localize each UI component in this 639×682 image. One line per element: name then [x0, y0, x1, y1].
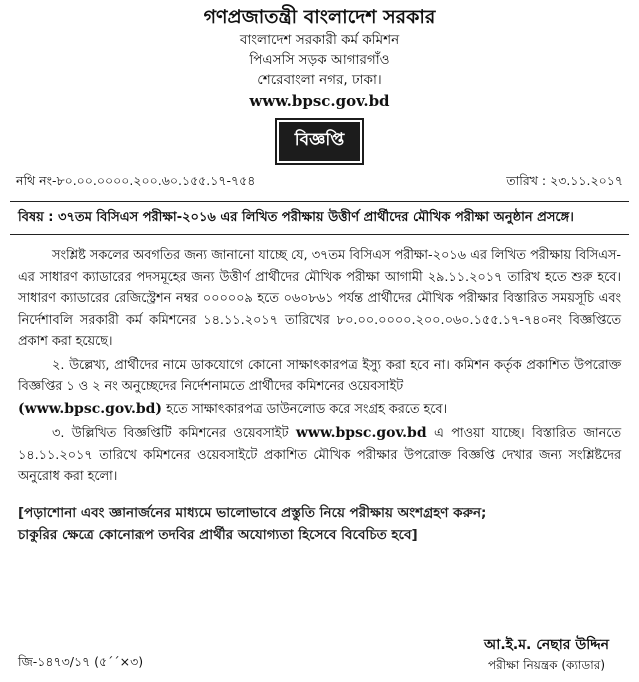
commission-name: বাংলাদেশ সরকারী কর্ম কমিশন [239, 32, 400, 48]
government-title: গণপ্রজাতন্ত্রী বাংলাদেশ সরকার [203, 6, 436, 28]
paragraph-3-tail: এ পাওয়া যাচ্ছে। বিস্তারিত জানতে ১৪.১১.২০১৭ তারিখে কমিশনের ওয়েবসাইটে প্রকাশিত মৌখিক পরীক্ষার উপরোক্ত বিজ্ঞপ্তি দেখার জন্য সংশ্লিষ্টদের অনুরোধ করা হলো। [18, 426, 621, 484]
paragraph-3-text: ৩. উল্লিখিত বিজ্ঞপ্তিটি কমিশনের ওয়েবসাইট [52, 426, 296, 441]
signatory-designation: পরীক্ষা নিয়ন্ত্রক (ক্যাডার) [487, 658, 606, 672]
ad-code: জি-১৪৭৩/১৭ (৫´´×৩) [18, 654, 144, 669]
notice-date: তারিখ : ২৩.১১.২০১৭ [506, 173, 623, 188]
letterhead [10, 4, 629, 112]
paragraph-2-tail: হতে সাক্ষাৎকারপত্র ডাউনলোড করে সংগ্রহ করতে হবে। [162, 401, 448, 417]
signatory-name: আ.ই.ম. নেছার উদ্দিন [484, 637, 609, 653]
divider-top [10, 201, 629, 202]
divider-subject [10, 234, 629, 235]
subject-line: বিষয় : ৩৭তম বিসিএস পরীক্ষা-২০১৬ এর লিখিত পরীক্ষায় উত্তীর্ণ প্রার্থীদের মৌখিক পরীক্ষা অনুষ্ঠান প্রসঙ্গে। [18, 210, 574, 225]
memo-number: নথি নং-৮০.০০.০০০০.২০০.৬০.১৫৫.১৭-৭৫৪ [16, 173, 256, 188]
city-line: শেরেবাংলা নগর, ঢাকা। [257, 72, 382, 88]
paragraph-2-text: ২. উল্লেখ্য, প্রার্থীদের নামে ডাকযোগে কোনো সাক্ষাৎকারপত্র ইস্যু করা হবে না। কমিশন কর্তৃক প্রকাশিত উপরোক্ত বিজ্ঞপ্তির ১ ও ২ নং অনুচ্ছেদের নির্দেশনামতে প্রার্থীদের কমিশনের ওয়েবসাইট [18, 357, 621, 394]
header-website: www.bpsc.gov.bd [249, 92, 390, 110]
notice-page [0, 4, 639, 682]
paragraph-2 [18, 355, 621, 421]
paragraph-1: সংশ্লিষ্ট সকলের অবগতির জন্য জানানো যাচ্ছে যে, ৩৭তম বিসিএস পরীক্ষা-২০১৬ এর লিখিত পরীক্ষায় বিসিএস-এর সাধারণ ক্যাডারের পদসমূহের জন্য উত্তীর্ণ প্রার্থীদের মৌখিক পরীক্ষা আগামী ২৯.১১.২০১৭ তারিখ হতে শুরু হবে। সাধারণ ক্যাডারের রেজিস্ট্রেশন নম্বর ০০০০০৯ হতে ০৬০৮৬১ পর্যন্ত প্রার্থীদের মৌখিক পরীক্ষার বিস্তারিত সময়সূচি এবং নির্দেশাবলি সরকারী কর্ম কমিশনের ১৪.১১.২০১৭ তারিখের ৮০.০০.০০০০.২০০.০৬০.১৫৫.১৭-৭৪০নং বিজ্ঞপ্তিতে প্রকাশ করা হয়েছে। [18, 248, 621, 349]
advisory-line-1: [পড়াশোনা এবং জ্ঞানার্জনের মাধ্যমে ভালোভাবে প্রস্তুতি নিয়ে পরীক্ষায় অংশগ্রহণ করুন; [18, 504, 487, 521]
signature-block [484, 634, 609, 674]
reference-line [10, 173, 629, 193]
footer [18, 634, 609, 674]
advisory-note [18, 502, 621, 546]
paragraph-3 [18, 422, 621, 488]
notice-badge: বিজ্ঞপ্তি [279, 122, 360, 161]
advisory-line-2: চাকুরির ক্ষেত্রে কোনোরূপ তদবির প্রার্থীর অযোগ্যতা হিসেবে বিবেচিত হবে] [18, 526, 418, 543]
paragraph-3-website: www.bpsc.gov.bd [295, 425, 427, 441]
address-line: পিএসসি সড়ক আগারগাঁও [249, 52, 390, 68]
paragraph-2-website: (www.bpsc.gov.bd) [18, 400, 163, 417]
